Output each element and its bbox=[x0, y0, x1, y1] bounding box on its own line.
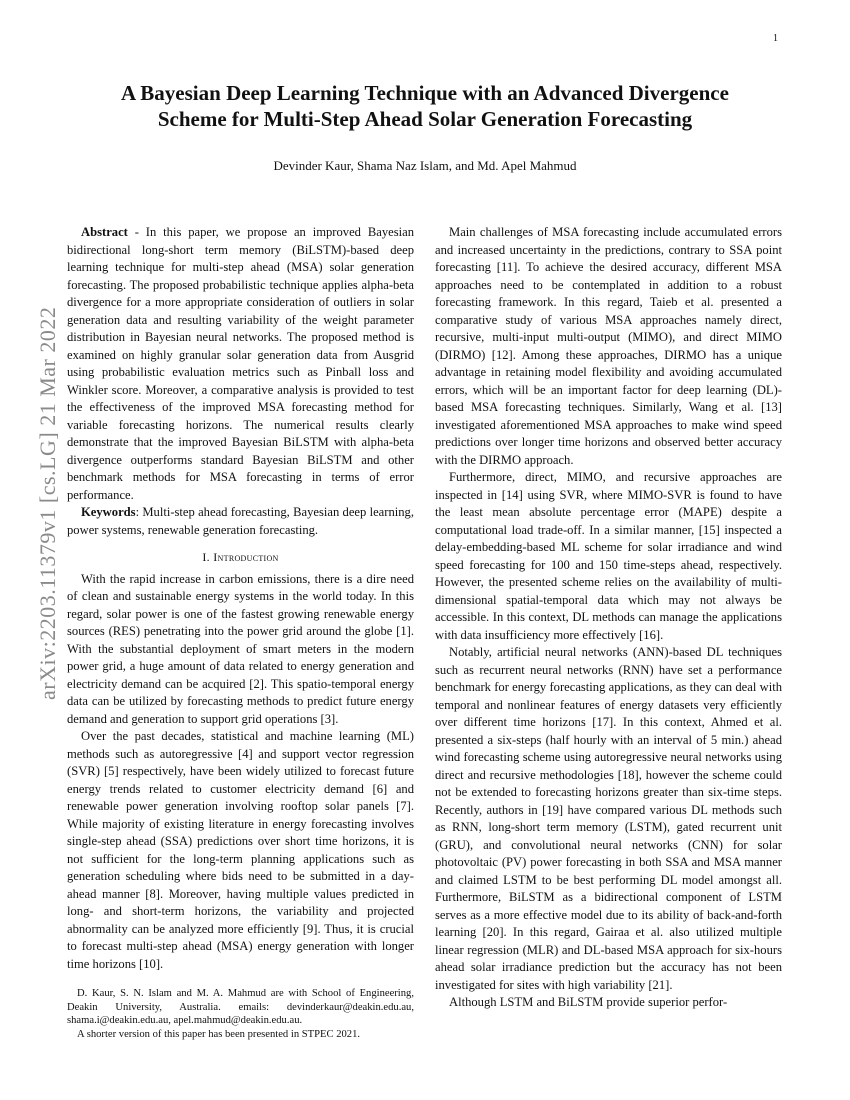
left-column bbox=[67, 224, 414, 1041]
intro-paragraph-2: Over the past decades, statistical and machine learning (ML) methods such as autoregressive [4] and support vector regression (SVR) [5] respectively, have been widely utilized to forecast future energy trends related to customer electricity demand [6] and renewable power generation involving rooftop solar panels [7]. While majority of existing literature in energy forecasting involves single-step ahead (SSA) predictions over short time horizons, it is not sufficient for the long-term planning applications such as generation scheduling where bids need to be submitted in a day-ahead manner [8]. Moreover, having multiple values predicted in long- and short-term horizons, the variability and projected abnormality can be analyzed more efficiently [9]. Thus, it is crucial to forecast multi-step ahead (MSA) energy generation with longer time horizons [10]. bbox=[67, 729, 414, 971]
footnote-note: A shorter version of this paper has been presented in STPEC 2021. bbox=[77, 1028, 361, 1040]
keywords-label: Keywords bbox=[81, 505, 136, 519]
right-paragraph-3: Notably, artificial neural networks (ANN)-based DL techniques such as recurrent neural networks (RNN) have set a performance benchmark for energy forecasting applications, as they can deal with temporal and nonlinear features of energy datasets very efficiently over different time horizons [17]. In this context, Ahmed et al. presented a six-steps (half hourly with an interval of 5 min.) ahead wind forecasting scheme using autoregressive neural networks using direct and recursive methodologies [18], however the scheme could not be extended to forecasting horizons greater than six-time steps. Recently, authors in [19] have compared various DL methods such as RNN, long-short term memory (LSTM), gated recurrent unit (GRU), and convolutional neural networks (CNN) for solar photovoltaic (PV) power forecasting in both SSA and MSA manner and claimed LSTM to be best performing DL model amongst all. Furthermore, BiLSTM as a bidirectional component of LSTM serves as a more effective model due to its ability of back-and-forth learning [20]. In this regard, Gairaa et al. also utilized multiple linear regression (MLR) and DL-based MSA approach for six-hours ahead solar irradiance prediction but the accuracy has not been investigated for sites with high variability [21]. bbox=[435, 645, 782, 992]
section-heading-introduction bbox=[67, 549, 414, 567]
section-title: Introduction bbox=[213, 550, 279, 564]
right-column bbox=[435, 224, 782, 1012]
right-paragraph-2: Furthermore, direct, MIMO, and recursive approaches are inspected in [14] using SVR, where MIMO-SVR is found to have the least mean absolute percentage error (MAPE) despite a computational load trade-off. In a similar manner, [15] inspected a delay-embedding-based ML scheme for solar irradiance and wind speed forecasting for 100 and 150 time-steps ahead, respectively. However, the presented scheme relies on the availability of multi-dimensional spatial-temporal data which may not always be accessible. In this context, DL methods can manage the applications with data insufficiency more effectively [16]. bbox=[435, 470, 782, 642]
intro-paragraph-1: With the rapid increase in carbon emissions, there is a dire need of clean and sustainable energy systems in the world today. In this regard, solar power is one of the fastest growing renewable energy sources (RES) penetrating into the power grid around the globe [1]. With the substantial deployment of smart meters in the modern power grid, a huge amount of data related to energy generation and electricity demand can be acquired [2]. This spatio-temporal energy data can be utilized by forecasting methods to predict future energy demand and generation to support grid operations [3]. bbox=[67, 571, 414, 726]
abstract-text: - In this paper, we propose an improved Bayesian bidirectional long-short term memory (BiLSTM)-based deep learning technique for multi-step ahead (MSA) solar generation forecasting. The proposed probabilistic technique applies alpha-beta divergence for a more appropriate consideration of outliers in solar generation data and resulting variability of the weight parameter distribution in Bayesian neural networks. The proposed method is examined on highly granular solar generation data from Ausgrid using probabilistic evaluation metrics such as Pinball loss and Winkler score. Moreover, a comparative analysis is provided to test the effectiveness of the improved MSA forecasting method for variable forecasting horizons. The numerical results clearly demonstrate that the improved Bayesian BiLSTM with alpha-beta divergence outperforms standard Bayesian BiLSTM and other benchmark methods for MSA forecasting in terms of error performance. bbox=[67, 225, 414, 502]
abstract bbox=[67, 224, 414, 539]
right-paragraph-4: Although LSTM and BiLSTM provide superior perfor- bbox=[449, 995, 728, 1009]
footnote bbox=[67, 987, 414, 1041]
title-line-1: A Bayesian Deep Learning Technique with an Advanced Divergence bbox=[121, 81, 729, 105]
paper-title bbox=[60, 80, 790, 132]
section-numeral: I. bbox=[202, 550, 210, 564]
title-line-2: Scheme for Multi-Step Ahead Solar Generation Forecasting bbox=[157, 107, 693, 131]
authors: Devinder Kaur, Shama Naz Islam, and Md. Apel Mahmud bbox=[273, 158, 577, 173]
keywords-text: : Multi-step ahead forecasting, Bayesian deep learning, power systems, renewable generation forecasting. bbox=[67, 505, 414, 537]
page-number: 1 bbox=[773, 33, 778, 44]
abstract-label: Abstract bbox=[81, 225, 128, 239]
footnote-affiliation: D. Kaur, S. N. Islam and M. A. Mahmud are with School of Engineering, Deakin University, Australia. emails: devinderkaur@deakin.edu.au, shama.i@deakin.edu.au, apel.mahmud@deakin.edu.au. bbox=[67, 988, 414, 1026]
right-paragraph-1: Main challenges of MSA forecasting include accumulated errors and increased uncertainty in the predictions, contrary to SSA point forecasting [11]. To achieve the desired accuracy, different MSA approaches need to be contemplated in addition to a robust forecasting framework. In this regard, Taieb et al. presented a comparative study of various MSA approaches namely direct, recursive, multi-input multi-output (MIMO), and direct MIMO (DIRMO) [12]. Among these approaches, DIRMO has a unique advantage in retaining model flexibility and avoiding accumulated errors, which will be an important factor for deep learning (DL)-based MSA forecasting techniques. Similarly, Wang et al. [13] investigated aforementioned MSA approaches to make wind speed predictions over longer time horizons and observed better accuracy with the DIRMO approach. bbox=[435, 225, 782, 467]
arxiv-id-text: arXiv:2203.11379v1 [cs.LG] 21 Mar 2022 bbox=[35, 306, 60, 700]
